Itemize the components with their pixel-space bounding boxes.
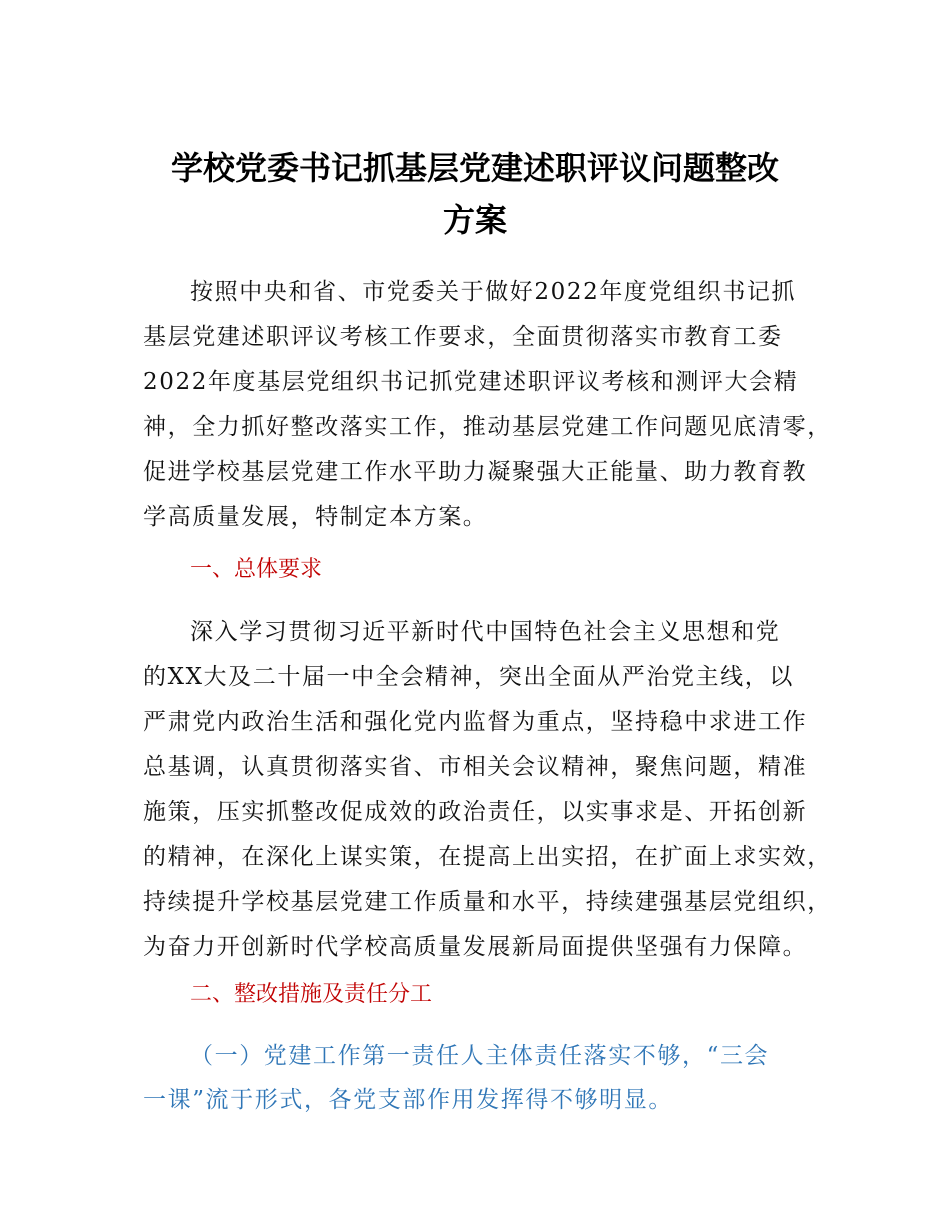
subsection-1-line-2: 一课”流于形式，各党支部作用发挥得不够明显。 [143, 1087, 673, 1113]
subsection-1-line-1: （一）党建工作第一责任人主体责任落实不够，“三会 [190, 1043, 770, 1069]
intro-line-6: 学高质量发展，特制定本方案。 [143, 504, 488, 530]
section-1-line-3: 严肃党内政治生活和强化党内监督为重点，坚持稳中求进工作 [143, 709, 808, 735]
document-title-line-1: 学校党委书记抓基层党建述职评议问题整改 [170, 149, 779, 187]
document-title-line-2: 方案 [442, 201, 507, 239]
section-1-line-7: 持续提升学校基层党建工作质量和水平，持续建强基层党组织， [143, 889, 832, 915]
intro-line-3: 2022年度基层党组织书记抓党建述职评议考核和测评大会精 [143, 369, 799, 395]
section-1-line-1: 深入学习贯彻习近平新时代中国特色社会主义思想和党 [190, 619, 781, 645]
section-1-line-8: 为奋力开创新时代学校高质量发展新局面提供坚强有力保障。 [143, 934, 808, 960]
section-1-line-6: 的精神，在深化上谋实策，在提高上出实招，在扩面上求实效， [143, 844, 832, 870]
intro-line-4: 神，全力抓好整改落实工作，推动基层党建工作问题见底清零， [143, 414, 832, 440]
section-1-heading: 一、总体要求 [190, 557, 323, 582]
section-2-heading: 二、整改措施及责任分工 [190, 982, 433, 1007]
intro-line-5: 促进学校基层党建工作水平助力凝聚强大正能量、助力教育教 [143, 459, 808, 485]
intro-line-1: 按照中央和省、市党委关于做好2022年度党组织书记抓 [190, 279, 797, 305]
section-1-line-5: 施策，压实抓整改促成效的政治责任，以实事求是、开拓创新 [143, 799, 808, 825]
section-1-line-4: 总基调，认真贯彻落实省、市相关会议精神，聚焦问题，精准 [143, 754, 808, 780]
intro-line-2: 基层党建述职评议考核工作要求，全面贯彻落实市教育工委 [143, 324, 783, 350]
section-1-line-2: 的XX大及二十届一中全会精神，突出全面从严治党主线，以 [143, 664, 794, 690]
